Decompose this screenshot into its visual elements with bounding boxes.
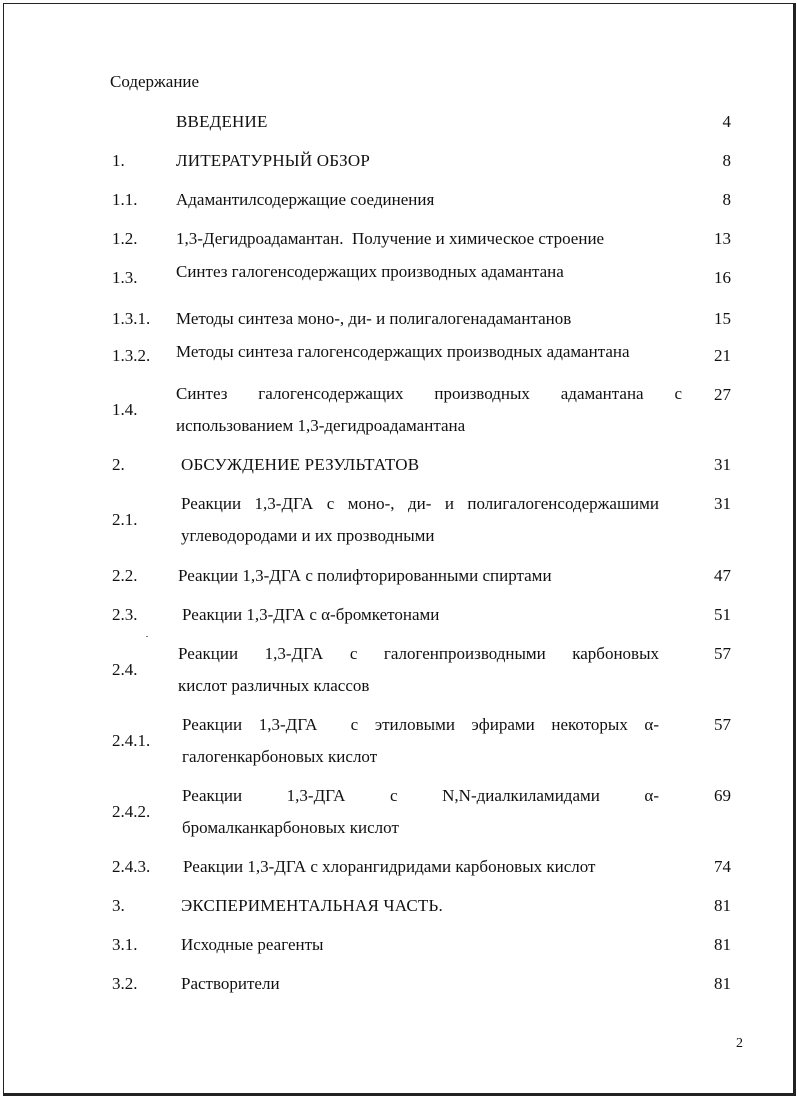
toc-title-line1: Реакции 1,3-ДГА с этиловыми эфирами некоторых α- (182, 715, 659, 734)
toc-page: 47 (714, 566, 731, 585)
toc-title-line2: бромалканкарбоновых кислот (182, 818, 399, 837)
toc-heading: Содержание (110, 72, 200, 91)
toc-number: 2.4.1. (112, 731, 151, 750)
toc-title: Реакции 1,3-ДГА с α-бромкетонами (182, 605, 440, 624)
toc-page: 51 (714, 605, 731, 624)
toc-page: 74 (714, 857, 731, 876)
toc-page: 81 (714, 935, 731, 954)
toc-page: 81 (714, 896, 731, 915)
toc-title: Методы синтеза моно-, ди- и полигалогенадамантанов (176, 309, 572, 328)
toc-number: 2.4.2. (112, 802, 151, 821)
toc-number: 2. (112, 455, 125, 474)
toc-title-line1: Реакции 1,3-ДГА с моно-, ди- и полигалогенсодержашими (181, 494, 659, 513)
toc-title: Адамантилсодержащие соединения (176, 190, 435, 209)
toc-title-line2: кислот различных классов (178, 676, 370, 695)
toc-title: ВВЕДЕНИЕ (176, 112, 268, 131)
toc-page: 15 (714, 309, 731, 328)
toc-title-line1: Реакции 1,3-ДГА с галогенпроизводными карбоновых (178, 644, 659, 663)
toc-title-line1: Реакции 1,3-ДГА с N,N-диалкиламидами α- (182, 786, 659, 805)
toc-title: Реакции 1,3-ДГА с полифторированными спиртами (178, 566, 552, 585)
toc-number: 3.1. (112, 935, 138, 954)
toc-number: 3. (112, 896, 125, 915)
toc-page: 13 (714, 229, 731, 248)
toc-page: 57 (714, 644, 731, 663)
toc-number: 2.3. (112, 605, 138, 624)
toc-number: 3.2. (112, 974, 138, 993)
toc-number: 1.4. (112, 400, 138, 419)
toc-title: 1,3-Дегидроадамантан. Получение и химическое строение (176, 229, 605, 248)
toc-title: Исходные реагенты (181, 935, 324, 954)
toc-page: 57 (714, 715, 731, 734)
toc-page: 31 (714, 494, 731, 513)
toc-title: Реакции 1,3-ДГА с хлорангидридами карбоновых кислот (183, 857, 596, 876)
toc-title: Синтез галогенсодержащих производных адамантана (176, 262, 564, 281)
toc-title: ЛИТЕРАТУРНЫЙ ОБЗОР (176, 151, 371, 170)
toc-number: 1. (112, 151, 125, 170)
toc-page: 69 (714, 786, 731, 805)
scan-speck (146, 636, 148, 637)
toc-number: 2.4. (112, 660, 138, 679)
page-number: 2 (736, 1036, 743, 1051)
toc-number: 1.1. (112, 190, 138, 209)
toc-number: 2.2. (112, 566, 138, 585)
toc-title: Методы синтеза галогенсодержащих производных адамантана (176, 342, 630, 361)
toc-page: 4 (722, 112, 731, 131)
toc-title: ОБСУЖДЕНИЕ РЕЗУЛЬТАТОВ (181, 455, 420, 474)
toc-page: 81 (714, 974, 731, 993)
toc-number: 2.4.3. (112, 857, 151, 876)
toc-number: 1.3.1. (112, 309, 151, 328)
toc-title-line2: углеводородами и их прозводными (181, 526, 435, 545)
toc-number: 2.1. (112, 510, 138, 529)
toc-page: 8 (722, 190, 731, 209)
toc-title: ЭКСПЕРИМЕНТАЛЬНАЯ ЧАСТЬ. (181, 896, 443, 915)
toc-title: Растворители (181, 974, 280, 993)
toc-page: 16 (714, 268, 731, 287)
toc-page: 27 (714, 385, 731, 404)
toc-page: 21 (714, 346, 731, 365)
toc-title-line2: галогенкарбоновых кислот (182, 747, 378, 766)
toc-title-line1: Синтез галогенсодержащих производных адамантана с (176, 384, 682, 403)
toc-page: 31 (714, 455, 731, 474)
toc-number: 1.2. (112, 229, 138, 248)
toc-number: 1.3. (112, 268, 138, 287)
toc-title-line2: использованием 1,3-дегидроадамантана (176, 416, 466, 435)
toc-number: 1.3.2. (112, 346, 151, 365)
toc-page: 8 (722, 151, 731, 170)
